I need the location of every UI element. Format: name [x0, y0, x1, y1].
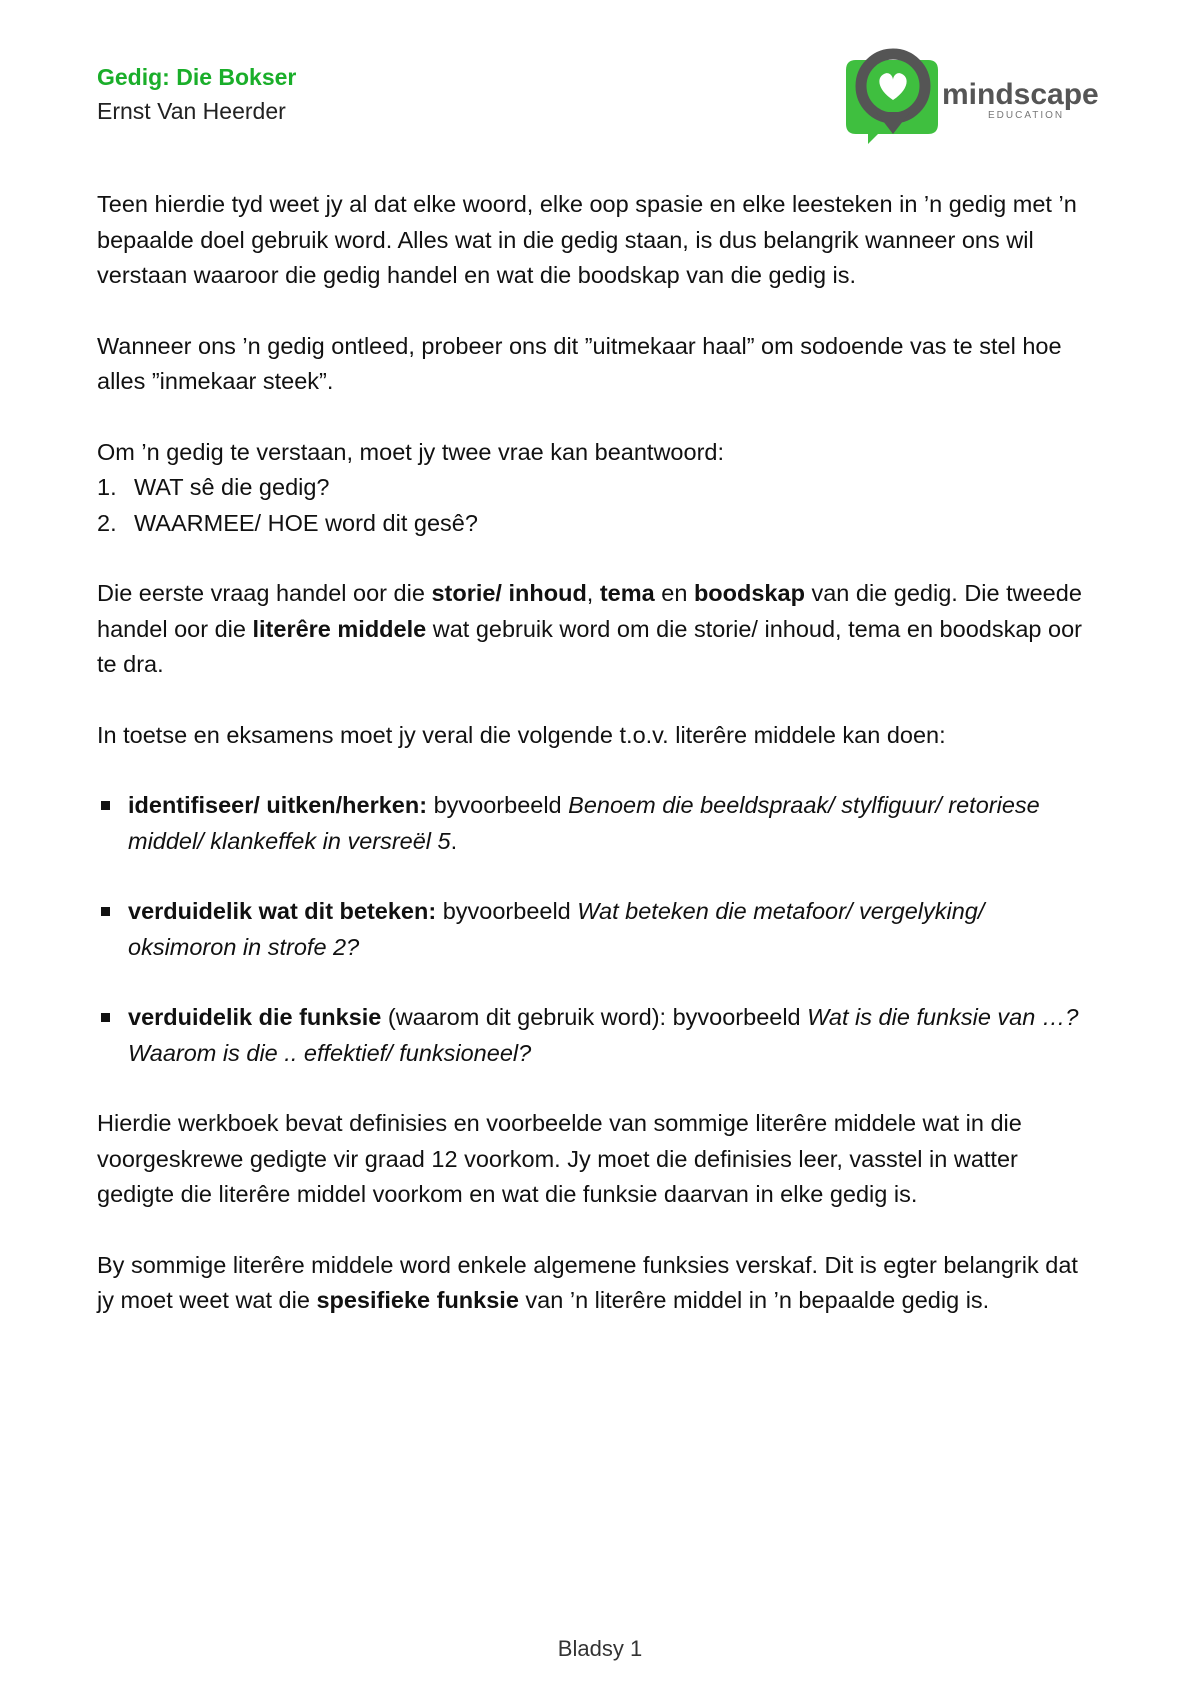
poem-title: Gedig: Die Bokser: [97, 64, 297, 90]
bullet-list: [97, 788, 1097, 1071]
document-header: [97, 62, 296, 126]
question-item: [97, 470, 1097, 506]
poem-author: Ernst Van Heerder: [97, 98, 286, 124]
bullet-square-icon: [101, 1013, 110, 1022]
logo-subtext: EDUCATION: [988, 110, 1065, 121]
question-number: 2.: [97, 509, 117, 536]
question-number: 1.: [97, 474, 117, 500]
logo-wordmark: mindscape: [942, 78, 1098, 111]
list-item: identifiseer/ uitken/herken: byvoorbeeld Benoem die beeldspraak/ stylfiguur/ retoriese middel/ klankeffek in versreël 5.: [97, 788, 1097, 859]
analysis-paragraph: Wanneer ons ’n gedig ontleed, probeer ons dit ”uitmekaar haal” om sodoende vas te stel hoe alles ”inmekaar steek”.: [97, 332, 1062, 394]
list-item: verduidelik wat dit beteken: byvoorbeeld Wat beteken die metafoor/ vergelyking/ oksimoron in strofe 2?: [97, 894, 1097, 965]
bullet-square-icon: [101, 801, 110, 810]
mindscape-logo: [838, 38, 1098, 148]
question-text: WAARMEE/ HOE word dit gesê?: [134, 509, 478, 536]
questions-intro: Om ’n gedig te verstaan, moet jy twee vrae kan beantwoord:: [97, 438, 724, 465]
list-item: verduidelik die funksie (waarom dit gebruik word): byvoorbeeld Wat is die funksie van …? Waarom is die .. effektief/ funksioneel?: [97, 1000, 1097, 1071]
document-body: [97, 187, 1097, 1319]
question-text: WAT sê die gedig?: [134, 474, 330, 500]
exam-paragraph: In toetse en eksamens moet jy veral die volgende t.o.v. literêre middele kan doen:: [97, 721, 946, 748]
intro-paragraph: Teen hierdie tyd weet jy al dat elke woord, elke oop spasie en elke leesteken in ’n gedig met ’n bepaalde doel gebruik word. Alles wat in die gedig staan, is dus belangrik wanneer ons wil verstaan waaroor die gedig handel en wat die boodskap van die gedig is.: [97, 191, 1077, 288]
page-number: Bladsy 1: [557, 1636, 643, 1661]
workbook-paragraph: Hierdie werkboek bevat definisies en voorbeelde van sommige literêre middele wat in die voorgeskrewe gedigte vir graad 12 voorkom. Jy moet die definisies leer, vasstel in watter gedigte die literêre middel voorkom en wat die funksie daarvan in elke gedig is.: [97, 1110, 1022, 1207]
questions-explanation: Die eerste vraag handel oor die storie/ inhoud, tema en boodskap van die gedig. Die tweede handel oor die literêre middele wat gebruik word om die storie/ inhoud, tema en boodskap oor te dra.: [97, 580, 1082, 677]
functions-paragraph: By sommige literêre middele word enkele algemene funksies verskaf. Dit is egter belangrik dat jy moet weet wat die spesifieke funksie van ’n literêre middel in ’n bepaalde gedig is.: [97, 1251, 1078, 1313]
question-item: [97, 506, 1097, 542]
bullet-square-icon: [101, 907, 110, 916]
